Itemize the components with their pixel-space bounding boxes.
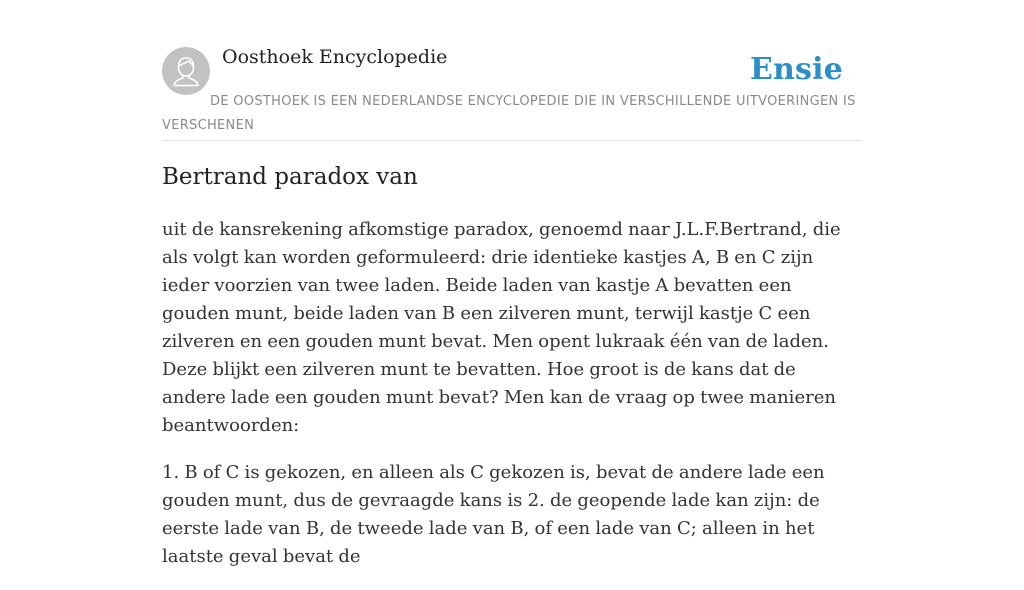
article-title: Bertrand paradox van [162, 164, 418, 190]
page [162, 0, 862, 567]
article-body [162, 216, 862, 590]
avatar[interactable] [162, 47, 210, 95]
site-header [162, 0, 862, 141]
site-tagline: DE OOSTHOEK IS EEN NEDERLANDSE ENCYCLOPEDIE DIE IN VERSCHILLENDE UITVOERINGEN IS VERSCHENEN [162, 94, 856, 133]
user-silhouette-icon [162, 47, 210, 95]
article-paragraph: uit de kansrekening afkomstige paradox, genoemd naar J.L.F.Bertrand, die als volgt kan worden geformuleerd: drie identieke kastjes A, B en C zijn ieder voorzien van twee laden. Beide laden van kastje A bevatten een gouden munt, beide laden van B een zilveren munt, terwijl kastje C een zilveren en een gouden munt bevat. Men opent lukraak één van de laden. Deze blijkt een zilveren munt te bevatten. Hoe groot is de kans dat de andere lade een gouden munt bevat? Men kan de vraag op twee manieren beantwoorden: [162, 219, 841, 436]
article-paragraph: 1. B of C is gekozen, en alleen als C gekozen is, bevat de andere lade een gouden munt, dus de gevraagde kans is 2. de geopende lade kan zijn: de eerste lade van B, de tweede lade van B, of een lade van C; alleen in het laatste geval bevat de [162, 462, 825, 567]
site-name[interactable]: Oosthoek Encyclopedie [222, 46, 448, 68]
ensie-logo[interactable]: Ensie [749, 52, 843, 87]
